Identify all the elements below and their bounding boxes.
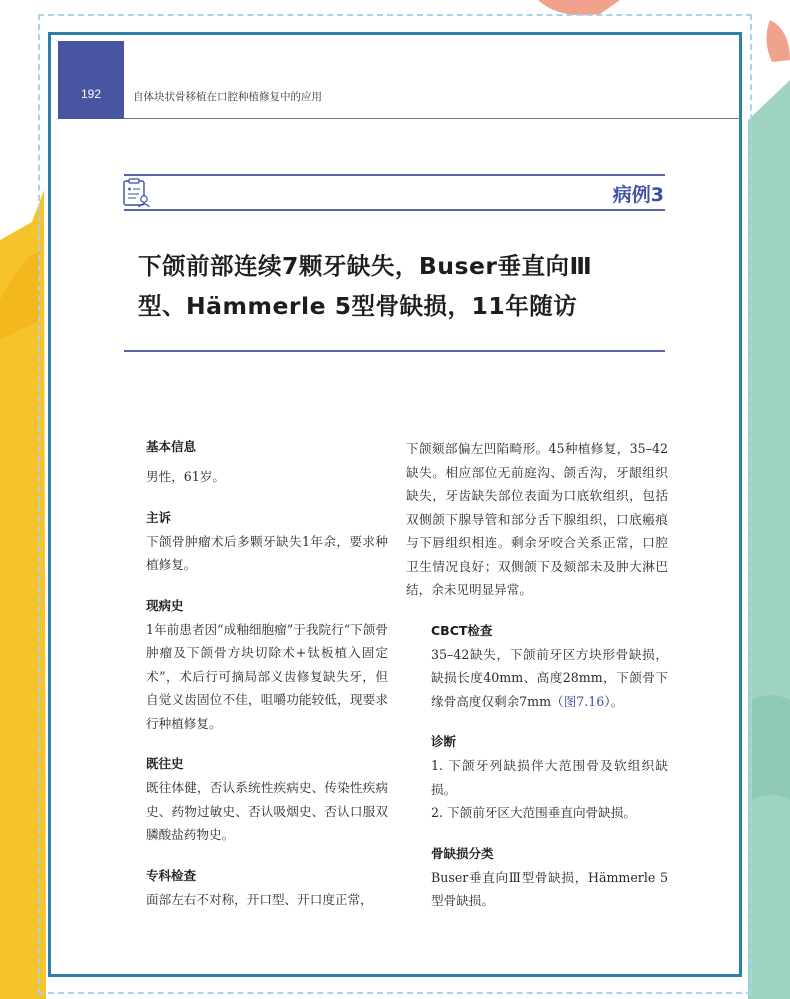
cbct-text-end: ）。 xyxy=(604,693,624,709)
chief-complaint-text: 下颌骨肿瘤术后多颗牙缺失1年余，要求种植修复。 xyxy=(146,533,388,572)
specialist-exam-text: 面部左右不对称，开口型、开口度正常， xyxy=(146,891,373,907)
basic-info-heading: 基本信息 xyxy=(146,439,197,454)
cbct-heading: CBCT检查 xyxy=(431,622,493,638)
diagnosis-item: 2. 下颌前牙区大范围垂直向骨缺损。 xyxy=(431,805,636,820)
right-column xyxy=(406,437,668,913)
case-title-line-2: 型、Hämmerle 5型骨缺损，11年随访 xyxy=(138,292,578,320)
case-title-line-1: 下颌前部连续7颗牙缺失，Buser垂直向Ⅲ xyxy=(138,252,593,280)
figure-reference-link[interactable]: 图7.16 xyxy=(563,693,605,709)
diagnosis-heading: 诊断 xyxy=(431,734,457,749)
case-banner-top-rule xyxy=(124,174,665,176)
specialist-exam-heading: 专科检查 xyxy=(146,867,197,883)
page-number: 192 xyxy=(80,87,102,101)
left-column xyxy=(146,437,388,911)
chief-complaint-heading: 主诉 xyxy=(146,509,172,525)
title-divider xyxy=(124,350,665,352)
page-number-tab xyxy=(58,41,124,119)
bone-defect-class-heading: 骨缺损分类 xyxy=(431,845,494,861)
specialist-exam-continued-text: 下颌颏部偏左凹陷畸形。45种植修复，35–42缺失。相应部位无前庭沟、颌舌沟，牙龈组织缺失，牙齿缺失部位表面为口底软组织，包括双侧颌下腺导管和部分舌下腺组织，口底瘢痕与下唇组织相连。剩余牙咬合关系正常，口腔卫生情况良好；双侧颌下及颏部未及肿大淋巴结，余未见明显异常。 xyxy=(406,441,668,597)
header-divider xyxy=(124,118,740,119)
case-banner-bottom-rule xyxy=(124,209,665,211)
clipboard-doctor-icon xyxy=(122,177,152,209)
bone-defect-class-text: Buser垂直向Ⅲ型骨缺损，Hämmerle 5型骨缺损。 xyxy=(431,869,668,908)
cbct-text-main: 35–42缺失，下颌前牙区方块形骨缺损，缺损长度40mm、高度28mm，下颌骨下缘骨高度仅剩余7mm（ xyxy=(431,646,668,709)
past-history-text: 既往体健，否认系统性疾病史、传染性疾病史、药物过敏史、否认吸烟史、否认口服双膦酸盐药物史。 xyxy=(146,780,388,842)
running-title: 自体块状骨移植在口腔种植修复中的应用 xyxy=(133,91,322,103)
present-illness-text: 1年前患者因“成釉细胞瘤”于我院行“下颌骨肿瘤及下颌骨方块切除术+钛板植入固定术”，术后行可摘局部义齿修复缺失牙，但自觉义齿固位不佳，咀嚼功能较低，现要求行种植修复。 xyxy=(146,621,388,731)
diagnosis-item: 1. 下颌牙列缺损伴大范围骨及软组织缺损。 xyxy=(431,758,668,797)
case-title xyxy=(138,246,668,326)
cbct-text xyxy=(406,643,668,714)
past-history-heading: 既往史 xyxy=(146,756,184,771)
case-number-label: 病例3 xyxy=(612,184,664,206)
present-illness-heading: 现病史 xyxy=(146,597,184,613)
basic-info-text: 男性，61岁。 xyxy=(146,469,225,484)
